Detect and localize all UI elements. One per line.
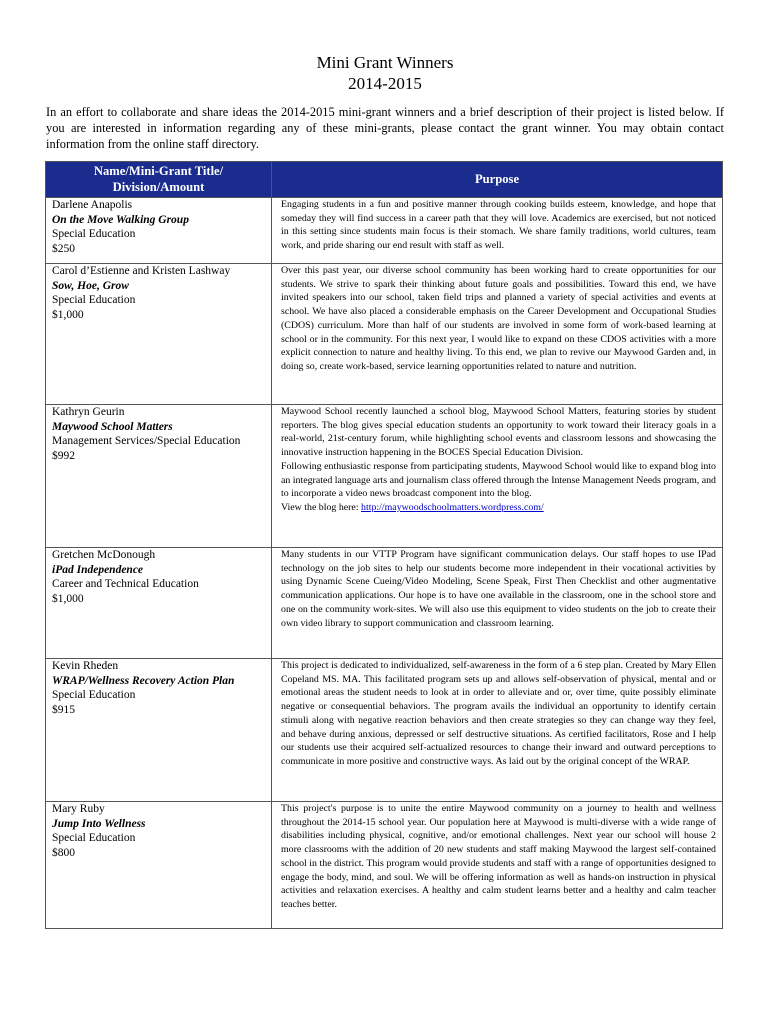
grant-division: Special Education [52,294,136,307]
grant-title: iPad Independence [52,563,144,576]
table-row [46,264,723,405]
grant-winner-name: Gretchen McDonough [52,549,156,561]
grant-amount: $915 [52,703,75,716]
grant-division: Special Education [52,228,136,241]
grant-winner-name: Carol d’Estienne and Kristen Lashway [52,265,231,277]
grant-table [45,161,723,929]
table-header-row [46,162,723,198]
table-row [46,802,723,929]
grant-amount: $1,000 [52,592,84,605]
blog-link[interactable]: http://maywoodschoolmatters.wordpress.com/ [361,501,544,513]
grant-purpose-cell [272,405,723,548]
grant-purpose-cell: Many students in our VTTP Program have significant communication delays. Our staff hopes to use IPad technology on the job sites to help our students become more independent in their vocational activities by using Dynamic Scene Cueing/Video Modeling, Scene Speak, First Then Checklist and other augmentative communication applications. Our hope is to have one available in the classroom, one in the school store and one on the community work-sites. We will also use this equipment to video students on the job to create their own video library to support communication and classroom learning. [272,548,723,659]
grant-info-cell [46,548,272,659]
grant-amount: $1,000 [52,308,84,321]
grant-division: Career and Technical Education [52,578,199,591]
grant-winner-name: Mary Ruby [52,803,105,815]
grant-winner-name: Kathryn Geurin [52,406,125,418]
blog-line [281,501,716,515]
grant-info-cell [46,659,272,802]
grant-purpose-cell: This project's purpose is to unite the entire Maywood community on a journey to health and wellness throughout the 2014-15 school year. Our population here at Maywood is multi-diverse with a wide range of disabilities including physical, cognitive, and/or emotional challenges. Next year our school will house 2 more classrooms with the addition of 20 new students and staff making Maywood the largest self-contained school in the district. This program would provide students and staff with a range of opportunities designed to engage the body, mind, and soul. We will be offering information as well as hands-on instruction in physical activities and relaxation exercises. A healthy and calm student learns better and a healthy and calm teacher teaches better. [272,802,723,929]
header-purpose-column: Purpose [272,162,723,198]
grant-title: Maywood School Matters [52,420,173,433]
grant-title: Jump Into Wellness [52,817,146,830]
title-line-2: 2014-2015 [348,74,422,93]
blog-prefix: View the blog here: [281,501,362,513]
grant-info-cell [46,802,272,929]
page-title [0,52,770,94]
intro-paragraph: In an effort to collaborate and share ideas the 2014-2015 mini-grant winners and a brief description of their project is listed below. If you are interested in information regarding any of these mini-grants, please contact the grant winner. You may obtain contact information from the online staff directory. [46,105,724,151]
grant-division: Management Services/Special Education [52,435,241,448]
grant-winner-name: Darlene Anapolis [52,199,133,211]
table-row [46,659,723,802]
grant-amount: $800 [52,846,75,859]
table-row [46,405,723,548]
grant-winner-name: Kevin Rheden [52,660,119,672]
table-row [46,198,723,264]
grant-info-cell [46,264,272,405]
header-name-line-2: Division/Amount [112,179,205,194]
purpose-paragraph: Following enthusiastic response from participating students, Maywood School would like to expand blog into an integrated language arts and journalism class offered through the Intense Management Needs program, and to incorporate a video news broadcast component into the blog. [281,460,716,500]
grant-purpose-cell: This project is dedicated to individualized, self-awareness in the form of a 6 step plan. Created by Mary Ellen Copeland MS. MA. This facilitated program sets up and allows self-observation of physical, mental and or emotional areas the student needs to look at in order to alleviate and or, over time, quite possibly eliminate negative or consequential behaviors. The program avails the individual an opportunity to identify certain stimuli along with negative reaction behaviors and then create strategies so they can change way they feel, and behave during anxious, depressed or self destructive situations. As certified facilitators, Rose and I help our students use their acquired self-actualized resources to change their inward and outward perceptions to communicate in more positive and constructive ways. As laid out by the original concept of the WRAP. [272,659,723,802]
grant-info-cell [46,405,272,548]
grant-title: WRAP/Wellness Recovery Action Plan [52,674,235,687]
header-name-column [46,162,272,198]
grant-purpose-cell: Over this past year, our diverse school community has been working hard to create opportunities for our students. We strive to spark their thinking about future goals and possibilities. Toward this end, we have invited speakers into our school, taken field trips and planned a variety of special activities and events at school. We have also placed a considerable emphasis on the Career Development and Occupational Studies (CDOS) curriculum. More than half of our students are involved in some form of work-based learning at school or in the community. For this next year, I would like to expand on these CDOS activities with a more explicit connection to nature and healthy living. To this end, we plan to revive our Maywood Garden and, in doing so, create work-based, service learning opportunities related to nature and nutrition. [272,264,723,405]
grant-division: Special Education [52,689,136,702]
header-name-line-1: Name/Mini-Grant Title/ [93,164,224,178]
grant-amount: $250 [52,242,75,255]
grant-info-cell [46,198,272,264]
table-row [46,548,723,659]
grant-title: Sow, Hoe, Grow [52,279,129,292]
purpose-paragraph: Maywood School recently launched a school blog, Maywood School Matters, featuring stories by student reporters. The blog gives special education students an opportunity to work toward their literacy goals in a real-world, 21st-century forum, while highlighting school events and classroom lessons and showcasing the innovative instruction happening in the BOCES Special Education Division. [281,406,716,459]
grant-division: Special Education [52,832,136,845]
grant-purpose-cell: Engaging students in a fun and positive manner through cooking builds esteem, knowledge, and hope that someday they will find success in a career path that they will love. Academics are exercised, but not noticed in this setting since students main focus is their stomach. We share family traditions, world cultures, team work, and pride sharing our end result with staff as well. [272,198,723,264]
grant-title: On the Move Walking Group [52,213,189,226]
grant-amount: $992 [52,449,75,462]
title-line-1: Mini Grant Winners [316,53,454,72]
